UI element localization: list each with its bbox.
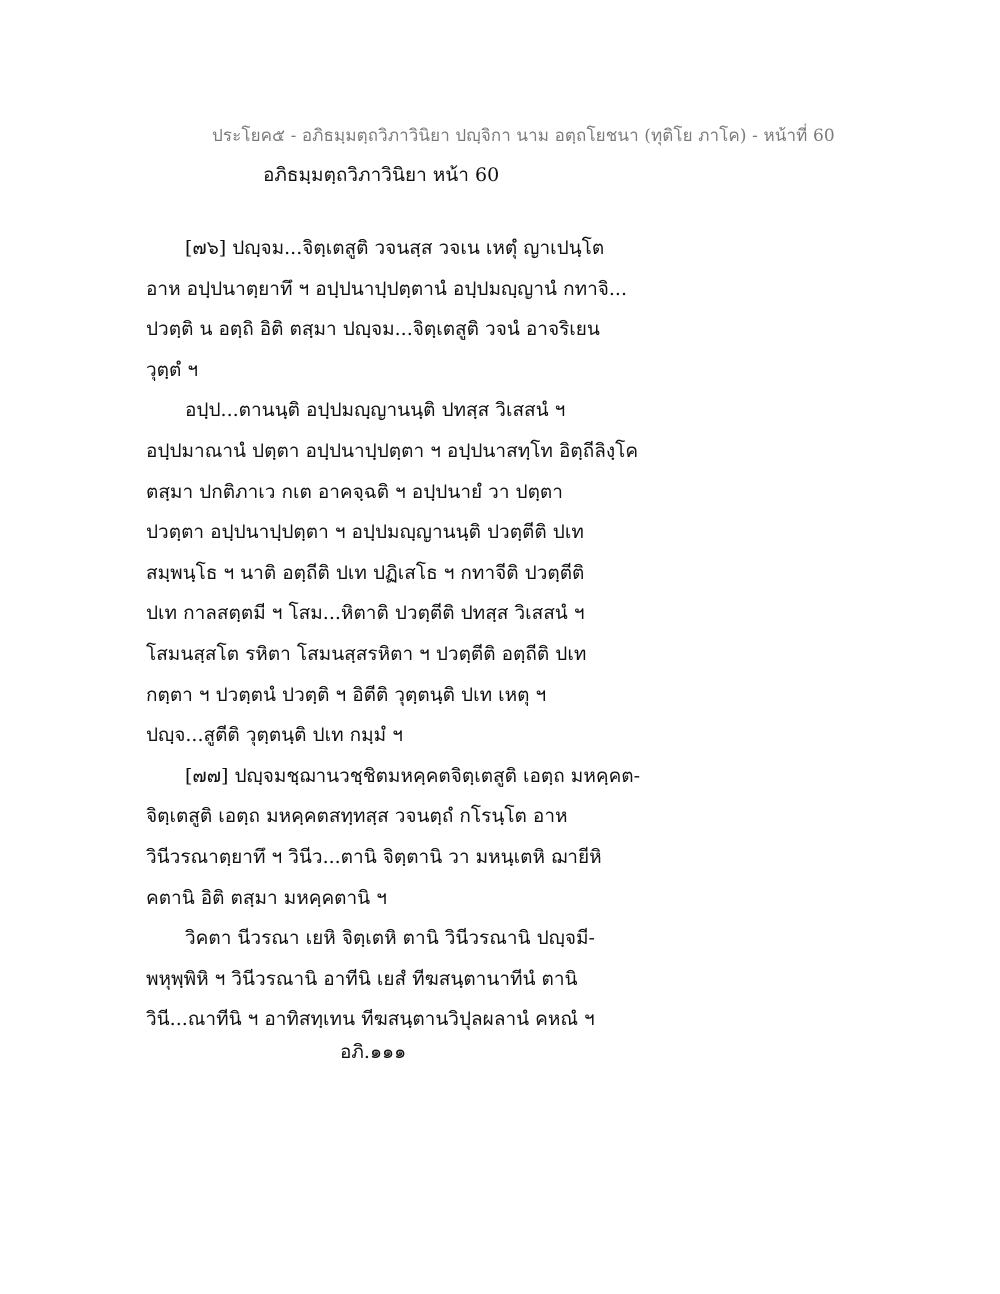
text-line: วิคตา นีวรณา เยหิ จิตฺเตหิ ตานิ วินีวรณานิ ปญฺจมี- — [185, 927, 595, 950]
running-header: ประโยค๕ - อภิธมฺมตฺถวิภาวินิยา ปญฺจิกา นาม อตฺถโยชนา (ทุติโย ภาโค) - หน้าที่ 60 — [212, 126, 835, 146]
text-line: กตฺตา ฯ ปวตฺตนํ ปวตฺติ ฯ อิตีติ วุตฺตนฺติ ปเท เหตุ ฯ — [146, 683, 547, 706]
text-line: ปเท กาลสตฺตมี ฯ โสม...หิตาติ ปวตฺตีติ ปทสฺส วิเสสนํ ฯ — [146, 602, 585, 625]
text-line: จิตฺเตสูติ เอตฺถ มหคฺคตสทฺทสฺส วจนตฺถํ กโรนฺโต อาห — [146, 805, 568, 828]
text-line: อปฺปมาณานํ ปตฺตา อปฺปนาปฺปตฺตา ฯ อปฺปนาสทฺโท อิตฺถีลิงฺโค — [146, 439, 639, 462]
text-line: [๗๗] ปญฺจมชฺฌานวชฺชิตมหคฺคตจิตฺเตสูติ เอตฺถ มหคฺคต- — [185, 764, 641, 787]
text-line: สมฺพนฺโธ ฯ นาติ อตฺถีติ ปเท ปฏิเสโธ ฯ กทาจีติ ปวตฺตีติ — [146, 561, 585, 584]
text-line: อปฺป...ตานนฺติ อปฺปมญฺญานนฺติ ปทสฺส วิเสสนํ ฯ — [185, 399, 566, 422]
text-line: วินี...ณาทีนิ ฯ อาทิสทฺเทน ทีฆสนฺตานวิปุลผลานํ คหณํ ฯ — [146, 1008, 595, 1031]
text-line: ปญฺจ...สูตีติ วุตฺตนฺติ ปเท กมฺมํ ฯ — [146, 724, 403, 747]
text-line: โสมนสฺสโต รหิตา โสมนสฺสรหิตา ฯ ปวตฺตีติ อตฺถีติ ปเท — [146, 642, 587, 665]
text-line: คตานิ อิติ ตสฺมา มหคฺคตานิ ฯ — [146, 886, 387, 909]
page-code: อภิ.๑๑๑ — [340, 1041, 407, 1063]
text-line: อาห อปฺปนาตฺยาทึ ฯ อปฺปนาปฺปตฺตานํ อปฺปมญฺญานํ กทาจิ... — [146, 277, 628, 300]
text-line: ปวตฺติ น อตฺถิ อิติ ตสฺมา ปญฺจม...จิตฺเตสูติ วจนํ อาจริเยน — [146, 318, 600, 341]
page-title: อภิธมฺมตฺถวิภาวินิยา หน้า 60 — [263, 164, 500, 186]
text-line: วุตฺตํ ฯ — [146, 358, 199, 381]
text-line: พหุพฺพิหิ ฯ วินีวรณานิ อาทีนิ เยสํ ทีฆสนฺตานาทีนํ ตานิ — [146, 967, 578, 990]
body-text — [0, 228, 1000, 1040]
text-line: [๗๖] ปญฺจม...จิตฺเตสูติ วจนสฺส วจเน เหตุํ ญาเปนฺโต — [185, 237, 605, 259]
text-line: วินีวรณาตฺยาทึ ฯ วินีว...ตานิ จิตฺตานิ วา มหนฺเตหิ ฌายีหิ — [146, 845, 602, 868]
text-line: ตสฺมา ปกติภาเว กเต อาคจฺฉติ ฯ อปฺปนายํ วา ปตฺตา — [146, 480, 563, 503]
text-line: ปวตฺตา อปฺปนาปฺปตฺตา ฯ อปฺปมญฺญานนฺติ ปวตฺตีติ ปเท — [146, 521, 584, 544]
